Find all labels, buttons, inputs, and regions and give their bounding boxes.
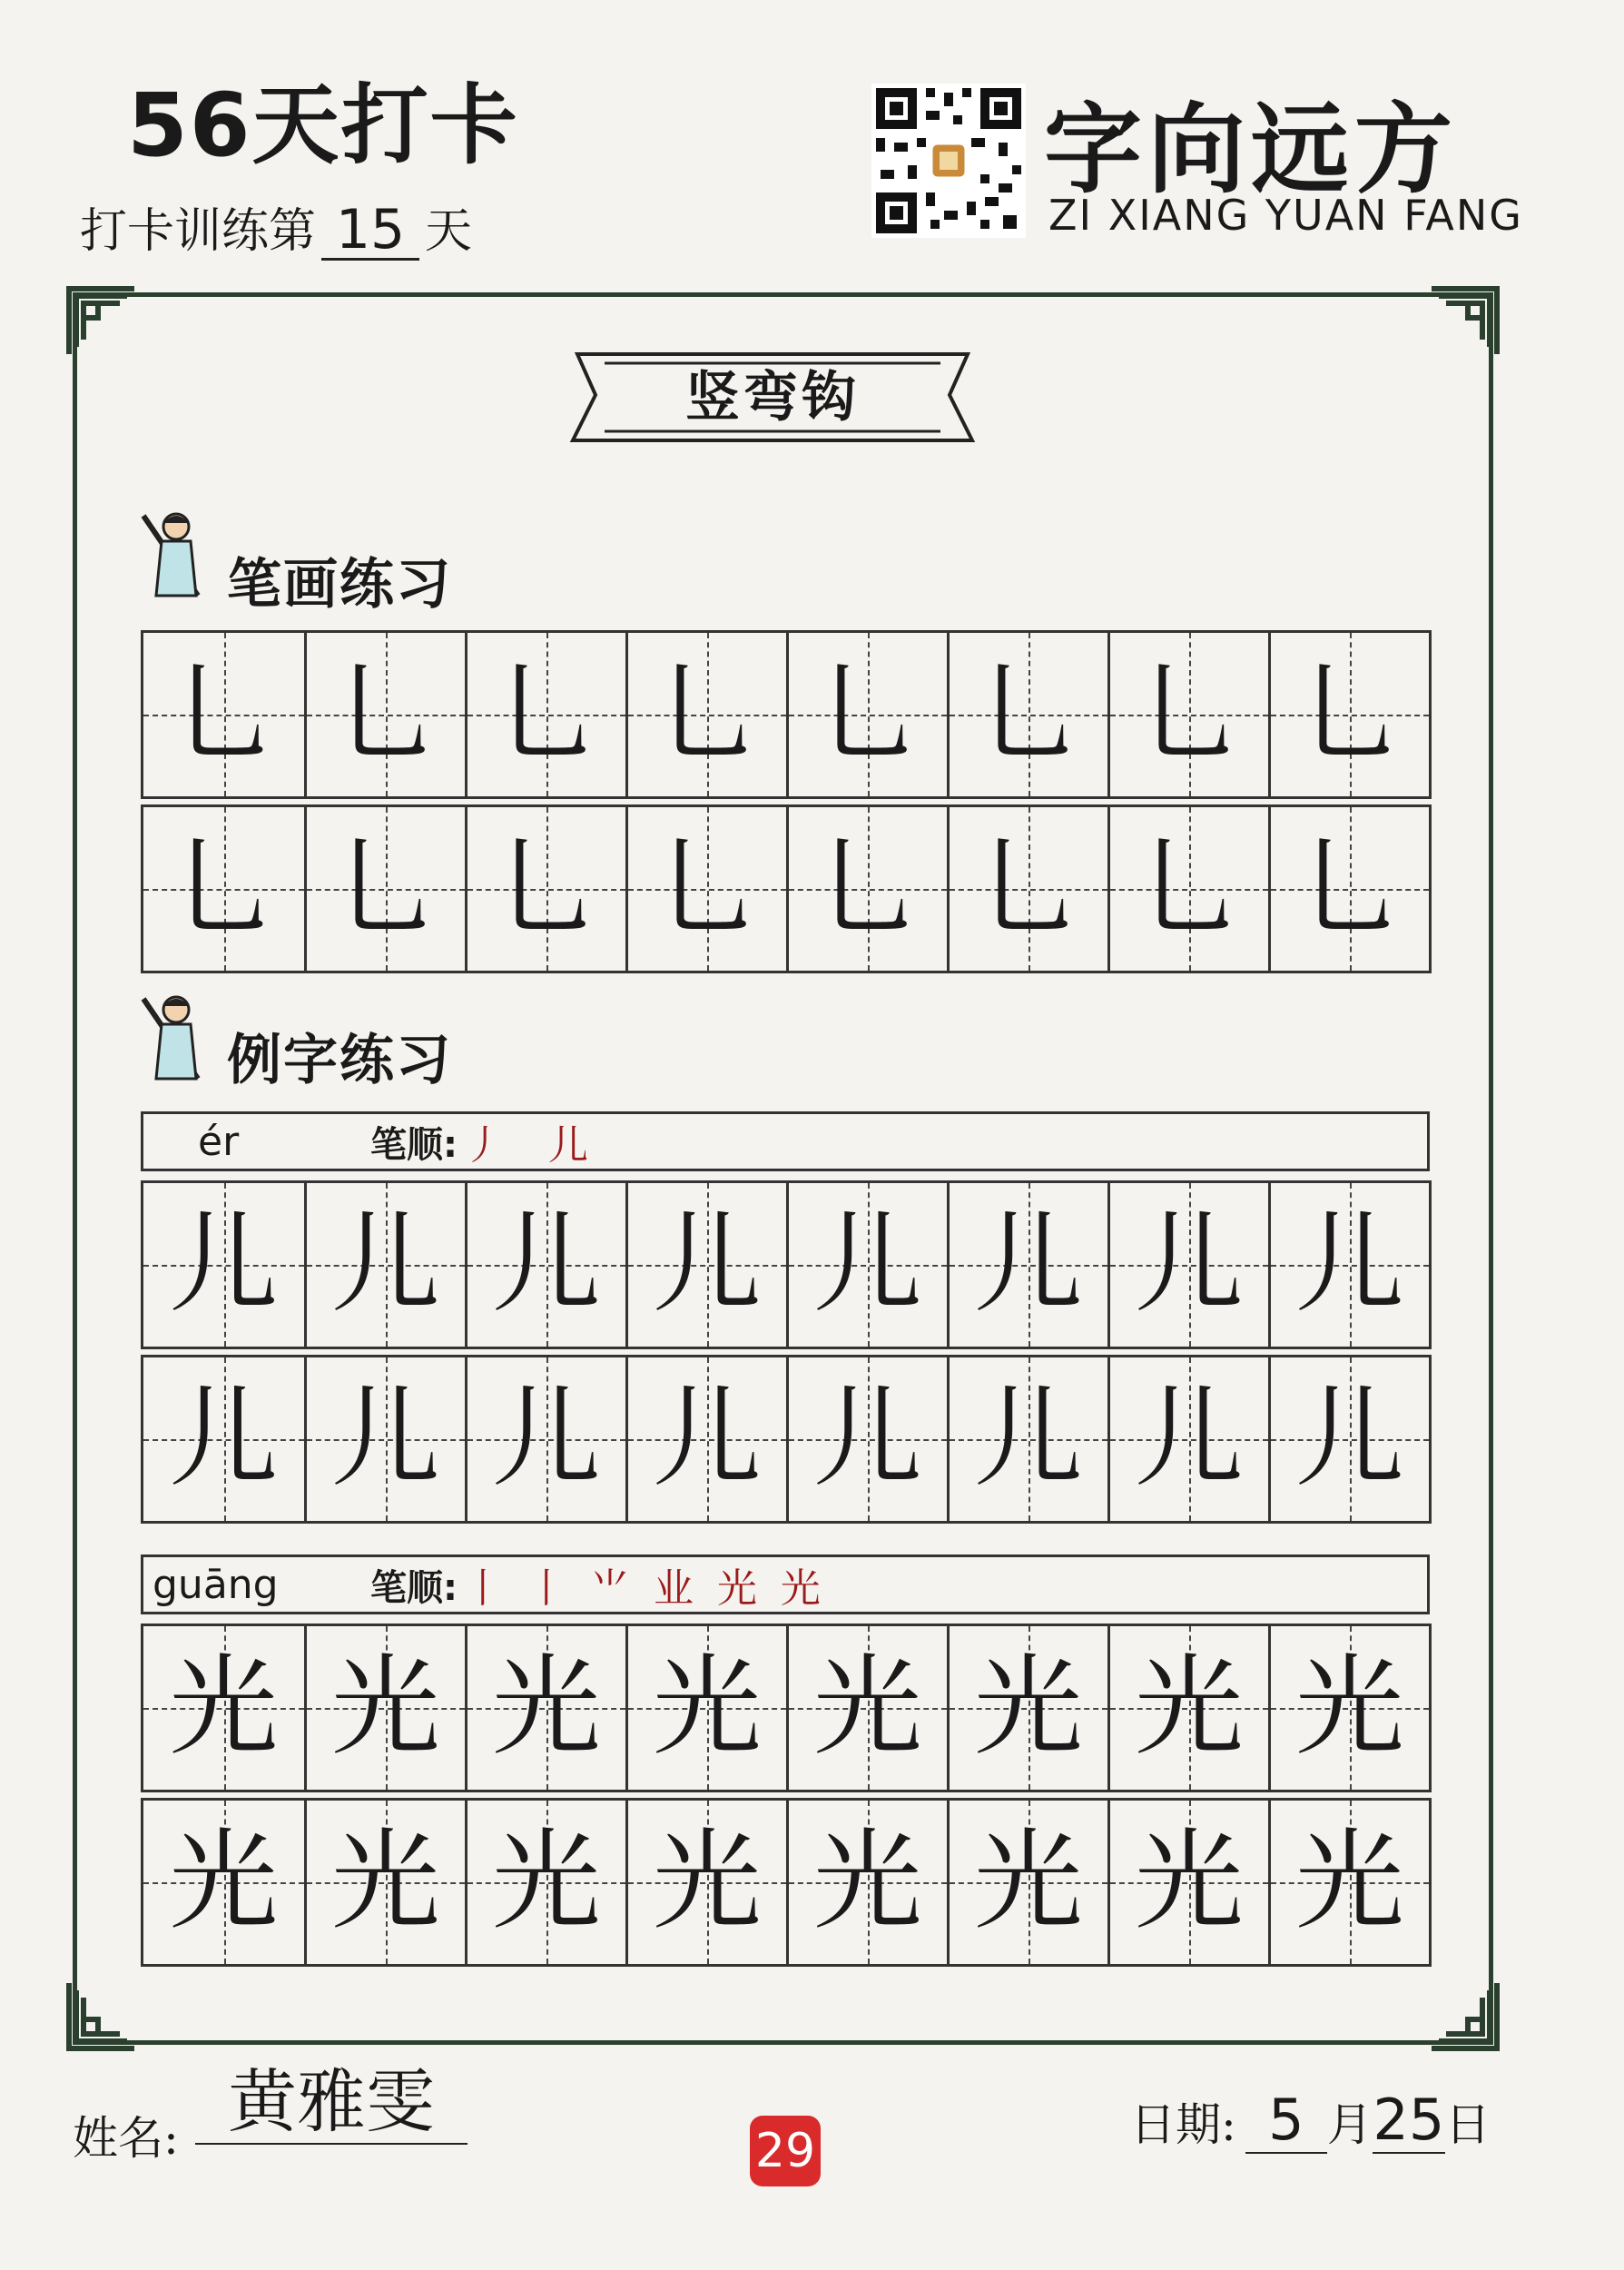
stroke-grid-row-2 xyxy=(141,804,1432,973)
character-info-bar xyxy=(141,1554,1430,1614)
day-number: 15 xyxy=(321,202,419,261)
grid-cell[interactable]: 乚 xyxy=(143,633,304,796)
grid-cell[interactable]: 光 xyxy=(947,1801,1107,1964)
grid-cell[interactable]: 乚 xyxy=(465,633,625,796)
stroke-order-label: 笔顺: xyxy=(370,1566,458,1609)
grid-cell[interactable]: 儿 xyxy=(465,1183,625,1347)
day-prefix: 打卡训练第 xyxy=(80,204,317,259)
day-counter xyxy=(80,192,472,261)
grid-cell[interactable]: 儿 xyxy=(304,1183,465,1347)
grid-cell[interactable]: 儿 xyxy=(947,1183,1107,1347)
grid-cell[interactable]: 光 xyxy=(1268,1626,1429,1790)
example-grid-row xyxy=(141,1798,1432,1967)
grid-cell[interactable]: 乚 xyxy=(786,807,947,971)
character-info-bar xyxy=(141,1111,1430,1171)
grid-cell[interactable]: 光 xyxy=(1107,1801,1268,1964)
grid-cell[interactable]: 儿 xyxy=(465,1357,625,1521)
grid-cell[interactable]: 乚 xyxy=(465,807,625,971)
corner-ornament-icon xyxy=(65,285,138,358)
grid-cell[interactable]: 儿 xyxy=(947,1357,1107,1521)
grid-cell[interactable]: 乚 xyxy=(1107,807,1268,971)
grid-cell[interactable]: 儿 xyxy=(143,1357,304,1521)
grid-cell[interactable]: 乚 xyxy=(1268,807,1429,971)
date-field xyxy=(1130,2088,1491,2154)
corner-ornament-icon xyxy=(65,1979,138,2052)
challenge-title: 56天打卡 xyxy=(127,74,519,176)
grid-cell[interactable]: 儿 xyxy=(1268,1357,1429,1521)
grid-cell[interactable]: 儿 xyxy=(143,1183,304,1347)
grid-cell[interactable]: 光 xyxy=(625,1801,786,1964)
calligrapher-icon xyxy=(136,508,212,603)
grid-cell[interactable]: 乚 xyxy=(1268,633,1429,796)
grid-cell[interactable]: 光 xyxy=(304,1626,465,1790)
grid-cell[interactable]: 光 xyxy=(143,1801,304,1964)
grid-cell[interactable]: 光 xyxy=(1107,1626,1268,1790)
example-grid-row xyxy=(141,1624,1432,1792)
date-label: 日期: xyxy=(1130,2098,1236,2151)
grid-cell[interactable]: 儿 xyxy=(1107,1357,1268,1521)
grid-cell[interactable]: 乚 xyxy=(625,633,786,796)
grid-cell[interactable]: 乚 xyxy=(304,633,465,796)
page-number: 29 xyxy=(750,2116,821,2186)
name-field[interactable]: 黄雅雯 xyxy=(195,2061,468,2145)
grid-cell[interactable]: 儿 xyxy=(1107,1183,1268,1347)
grid-cell[interactable]: 儿 xyxy=(1268,1183,1429,1347)
example-grid-row xyxy=(141,1180,1432,1349)
section-title-strokes: 笔画练习 xyxy=(227,553,452,617)
grid-cell[interactable]: 光 xyxy=(143,1626,304,1790)
stroke-order-steps: 丨 丨 ⺌ 业 光 光 xyxy=(463,1565,826,1612)
calligrapher-icon xyxy=(136,992,212,1086)
grid-cell[interactable]: 乚 xyxy=(143,807,304,971)
day-field[interactable]: 25 xyxy=(1373,2087,1445,2153)
pinyin: ér xyxy=(198,1118,240,1165)
grid-cell[interactable]: 光 xyxy=(1268,1801,1429,1964)
month-label: 月 xyxy=(1326,2098,1373,2151)
grid-cell[interactable]: 乚 xyxy=(625,807,786,971)
corner-ornament-icon xyxy=(1428,285,1501,358)
corner-ornament-icon xyxy=(1428,1979,1501,2052)
grid-cell[interactable]: 光 xyxy=(625,1626,786,1790)
day-suffix: 天 xyxy=(425,204,473,259)
pinyin: guāng xyxy=(153,1561,279,1608)
stroke-title: 竖弯钩 xyxy=(685,366,860,429)
grid-cell[interactable]: 光 xyxy=(465,1626,625,1790)
grid-cell[interactable]: 乚 xyxy=(947,633,1107,796)
grid-cell[interactable]: 儿 xyxy=(625,1183,786,1347)
brand-logo-text: 字向远方 xyxy=(1044,93,1459,207)
month-field[interactable]: 5 xyxy=(1245,2088,1327,2154)
day-label: 日 xyxy=(1444,2098,1491,2151)
example-grid-row xyxy=(141,1355,1432,1524)
grid-cell[interactable]: 儿 xyxy=(304,1357,465,1521)
grid-cell[interactable]: 光 xyxy=(465,1801,625,1964)
grid-cell[interactable]: 乚 xyxy=(786,633,947,796)
stroke-grid-row-1 xyxy=(141,630,1432,799)
qr-code-icon xyxy=(871,84,1026,238)
brand-pinyin: ZI XIANG YUAN FANG xyxy=(1048,191,1523,240)
stroke-order-label: 笔顺: xyxy=(370,1123,458,1166)
name-label: 姓名: xyxy=(73,2112,179,2165)
grid-cell[interactable]: 光 xyxy=(786,1626,947,1790)
grid-cell[interactable]: 乚 xyxy=(947,807,1107,971)
grid-cell[interactable]: 儿 xyxy=(625,1357,786,1521)
grid-cell[interactable]: 儿 xyxy=(786,1357,947,1521)
section-title-examples: 例字练习 xyxy=(227,1029,452,1092)
grid-cell[interactable]: 光 xyxy=(786,1801,947,1964)
grid-cell[interactable]: 光 xyxy=(304,1801,465,1964)
grid-cell[interactable]: 儿 xyxy=(786,1183,947,1347)
grid-cell[interactable]: 光 xyxy=(947,1626,1107,1790)
stroke-order-steps: 丿 儿 xyxy=(463,1122,605,1169)
grid-cell[interactable]: 乚 xyxy=(304,807,465,971)
grid-cell[interactable]: 乚 xyxy=(1107,633,1268,796)
